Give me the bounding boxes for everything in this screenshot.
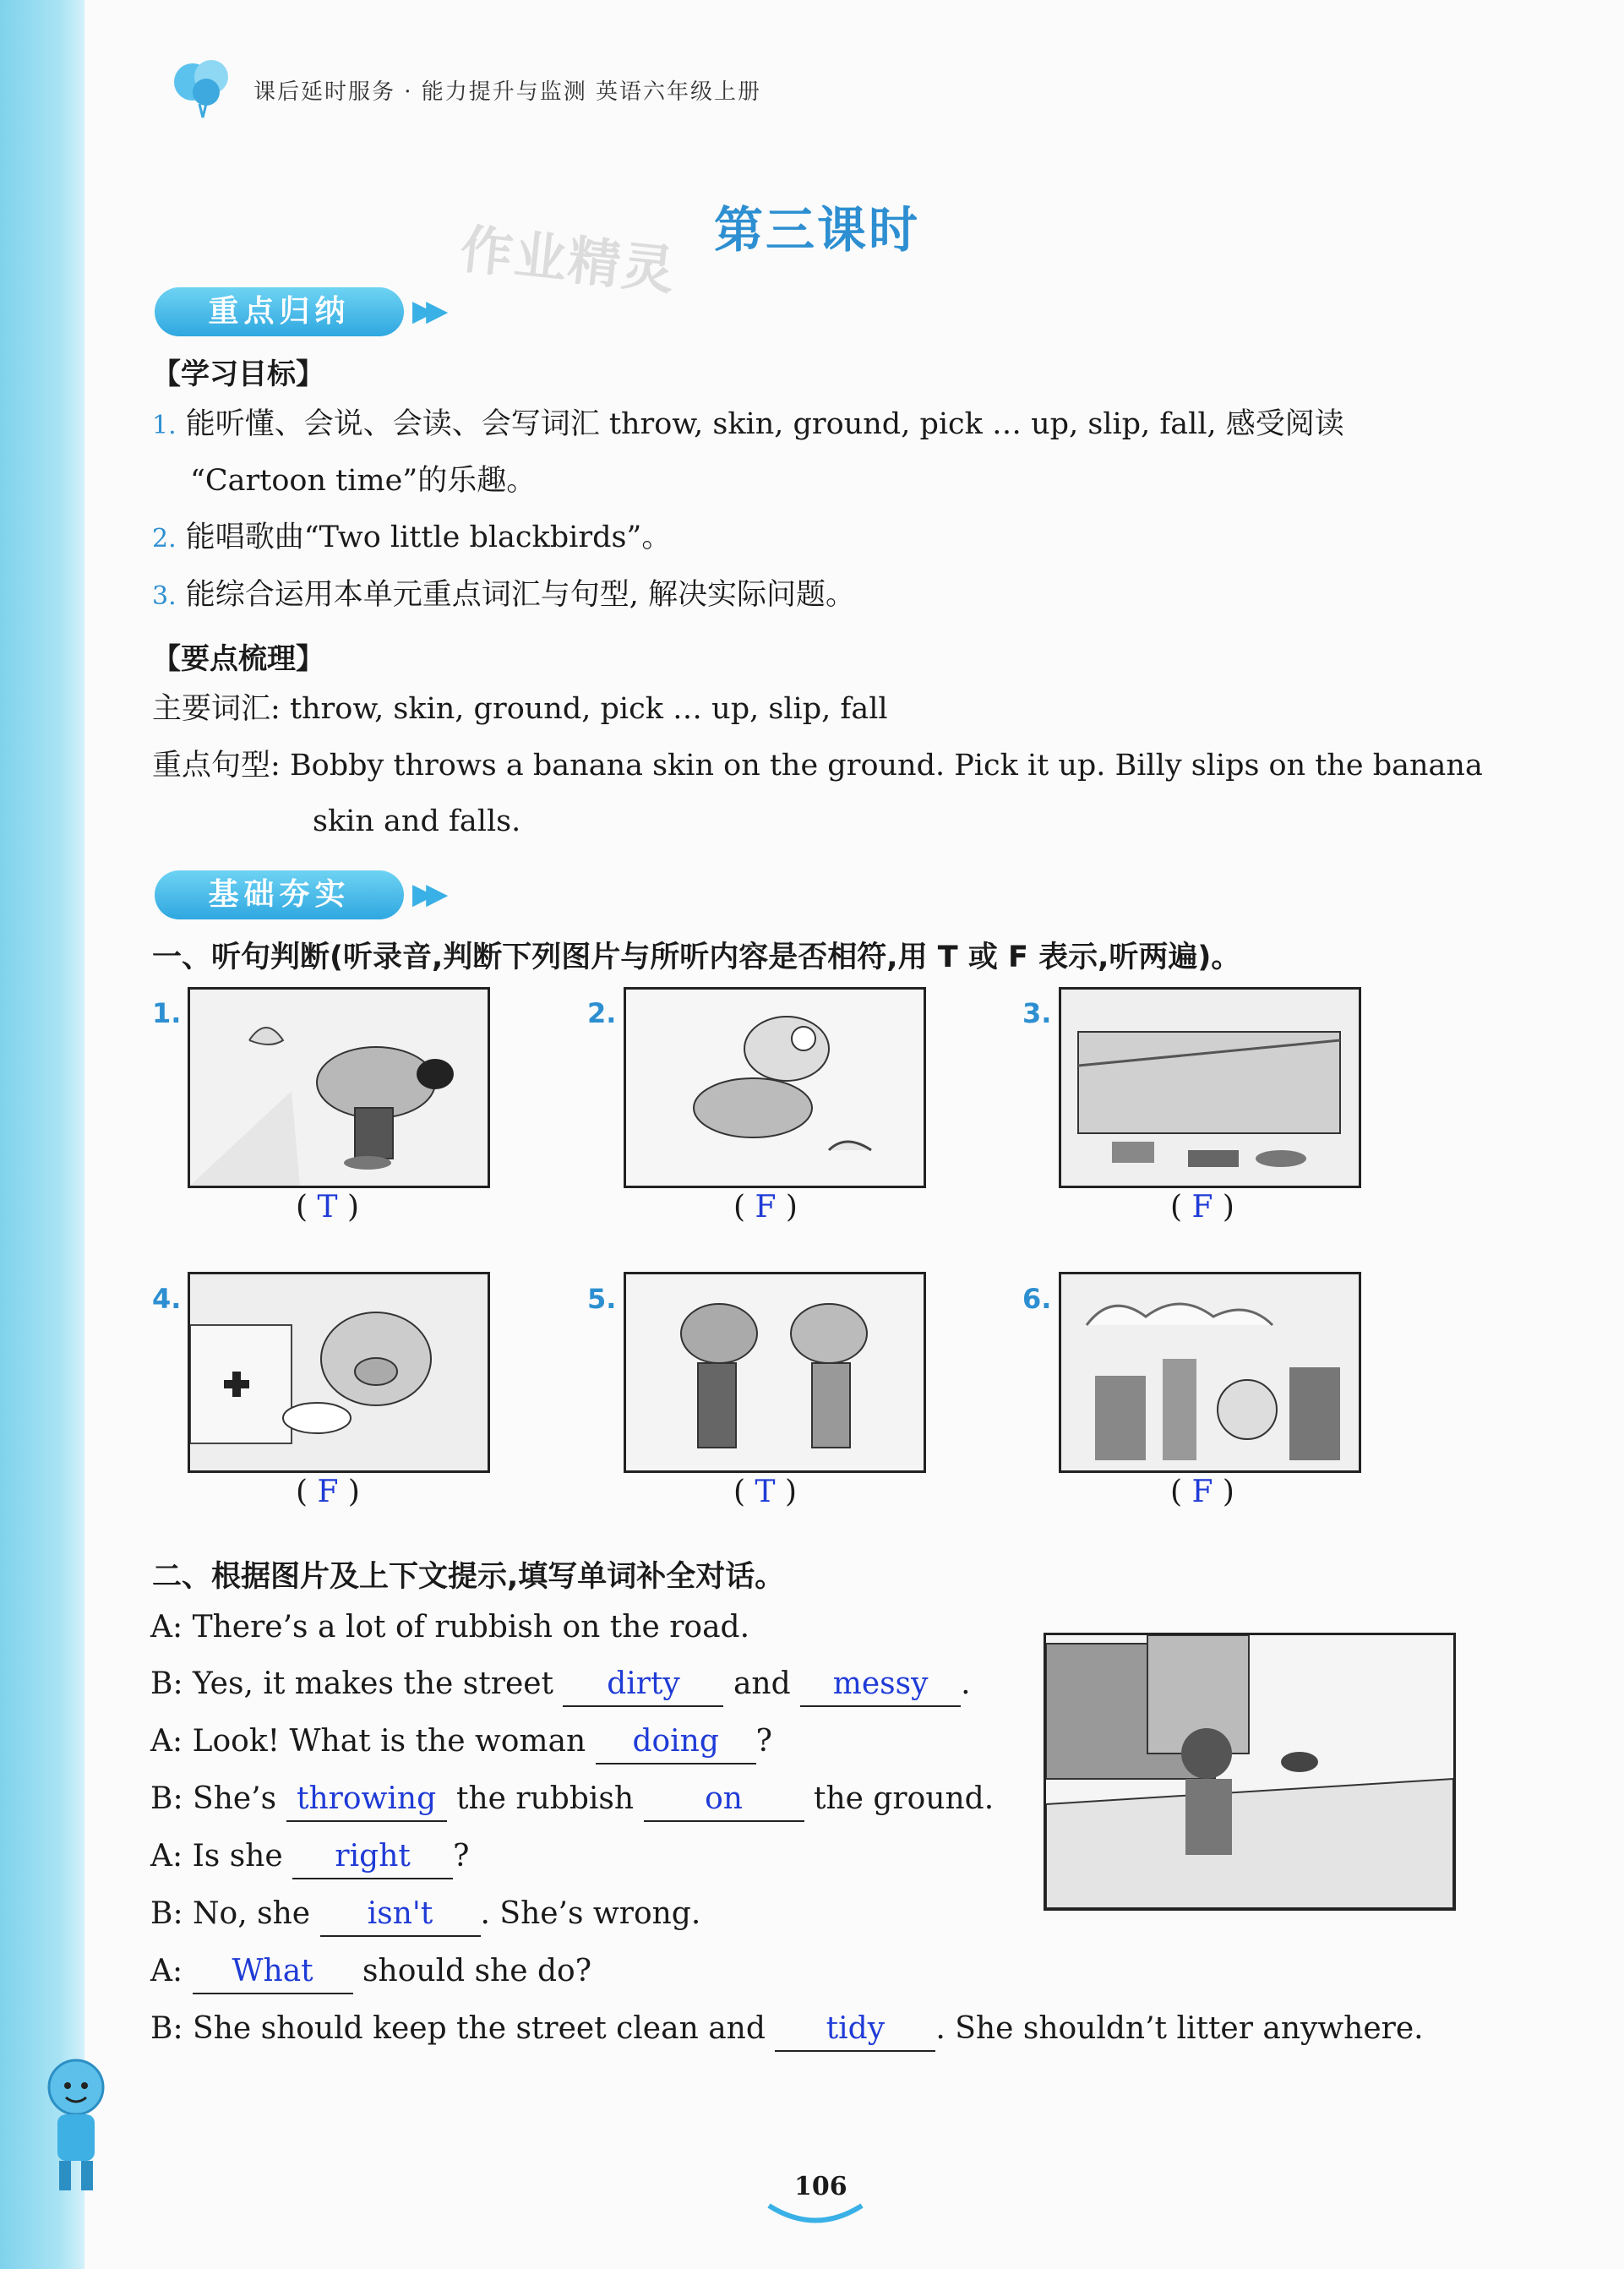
injured-pig-icon	[190, 1274, 488, 1470]
answer-parens-2: ( F )	[733, 1190, 798, 1224]
dialogue-line-4	[150, 1781, 994, 1822]
line-text: B: No, she	[150, 1896, 311, 1931]
picture-number: 5.	[587, 1283, 617, 1315]
dialogue-line-7	[150, 1954, 591, 1994]
left-color-strip	[0, 0, 84, 2269]
picture-2-pig-slipping	[624, 987, 926, 1188]
line-text: should she do?	[362, 1954, 591, 1988]
line-text: ?	[453, 1839, 470, 1874]
pig-illustration-icon	[626, 990, 924, 1186]
picture-number: 1.	[152, 997, 182, 1029]
boy-mascot-icon	[25, 2054, 127, 2197]
answer-3[interactable]: F	[1191, 1190, 1213, 1224]
objective-number: 3.	[152, 581, 177, 611]
dialogue-line-1: A: There’s a lot of rubbish on the road.	[150, 1610, 750, 1644]
dialogue-line-2	[150, 1666, 971, 1707]
line-text: B: Yes, it makes the street	[150, 1666, 554, 1701]
blank-right[interactable]: right	[292, 1842, 453, 1879]
answer-parens-4: ( F )	[296, 1475, 360, 1509]
sentence-text: Bobby throws a banana skin on the ground. Pick it up. Billy slips on the banana	[289, 749, 1483, 783]
line-text: A:	[150, 1954, 183, 1988]
blank-what[interactable]: What	[193, 1957, 353, 1994]
watermark: 作业精灵	[457, 217, 679, 303]
blank-messy[interactable]: messy	[800, 1670, 961, 1707]
objective-1	[152, 404, 1521, 446]
blank-isnt[interactable]: isn't	[320, 1900, 481, 1937]
line-text: ?	[755, 1724, 772, 1759]
messy-room-icon	[1061, 990, 1359, 1186]
balloon-logo-icon	[169, 55, 237, 123]
objectives-heading: 【学习目标】	[152, 357, 324, 391]
section-label-key-points: 重点归纳	[155, 287, 404, 336]
vocab-row	[152, 689, 888, 729]
answer-parens-3: ( F )	[1170, 1190, 1234, 1224]
answer-parens-1: ( T )	[296, 1190, 360, 1224]
dialogue-line-6	[150, 1896, 700, 1937]
page-number-swoosh-icon	[765, 2197, 866, 2231]
sentence-row	[152, 745, 1538, 786]
dialogue-line-8	[150, 2011, 1424, 2052]
vocab-list: throw, skin, ground, pick … up, slip, fall	[289, 692, 888, 726]
street-litter-picture	[1044, 1633, 1456, 1911]
line-text: the ground.	[813, 1781, 995, 1816]
picture-number: 3.	[1022, 997, 1052, 1029]
blank-doing[interactable]: doing	[596, 1727, 756, 1764]
answer-parens-6: ( F )	[1170, 1475, 1234, 1509]
line-text: the rubbish	[456, 1781, 635, 1816]
blank-tidy[interactable]: tidy	[775, 2015, 935, 2052]
picture-number: 6.	[1022, 1283, 1052, 1315]
vocab-label: 主要词汇:	[152, 692, 281, 726]
points-heading: 【要点梳理】	[152, 642, 324, 676]
question-1-title: 一、听句判断(听录音,判断下列图片与所听内容是否相符,用 T 或 F 表示,听两遍)。	[152, 941, 1241, 974]
factory-pollution-icon	[1061, 1274, 1359, 1470]
objective-text: 能听懂、会说、会读、会写词汇 throw, skin, ground, pick … up, slip, fall, 感受阅读	[185, 407, 1344, 441]
blank-on[interactable]: on	[644, 1785, 804, 1822]
sentence-cont: skin and falls.	[313, 805, 521, 838]
answer-5[interactable]: T	[755, 1475, 776, 1509]
picture-number: 2.	[587, 997, 617, 1029]
question-2-title: 二、根据图片及上下文提示,填写单词补全对话。	[152, 1560, 785, 1594]
picture-5-two-mice	[624, 1272, 926, 1473]
answer-parens-5: ( T )	[733, 1475, 798, 1509]
objective-text: 能唱歌曲“Two little blackbirds”。	[185, 521, 672, 554]
sentence-label: 重点句型:	[152, 749, 281, 783]
objective-number: 2.	[152, 524, 177, 554]
answer-2[interactable]: F	[755, 1190, 777, 1224]
dialogue-line-3	[150, 1724, 772, 1764]
picture-1-mouse-banana	[188, 987, 490, 1188]
line-text: B: She’s	[150, 1781, 277, 1816]
section-label-basics: 基础夯实	[155, 870, 404, 919]
page-title: 第三课时	[714, 201, 921, 259]
line-text: B: She should keep the street clean and	[150, 2011, 766, 2046]
dialogue-line-5	[150, 1839, 469, 1879]
picture-3-messy-room	[1059, 987, 1361, 1188]
answer-1[interactable]: T	[317, 1190, 338, 1224]
page-number: 106	[794, 2172, 847, 2201]
header-text: 课后延时服务 · 能力提升与监测 英语六年级上册	[253, 79, 762, 105]
blank-throwing[interactable]: throwing	[286, 1785, 447, 1822]
mouse-illustration-icon	[190, 990, 488, 1186]
double-arrow-icon: ▶▶	[412, 877, 440, 911]
line-text: .	[961, 1666, 971, 1701]
objective-text: 能综合运用本单元重点词汇与句型, 解决实际问题。	[185, 578, 856, 612]
picture-4-injured-pig	[188, 1272, 490, 1473]
objective-number: 1.	[152, 411, 177, 440]
answer-6[interactable]: F	[1191, 1475, 1213, 1509]
line-text: A: Look! What is the woman	[150, 1724, 586, 1759]
picture-6-factory	[1059, 1272, 1361, 1473]
objective-3	[152, 575, 855, 617]
picture-number: 4.	[152, 1283, 182, 1315]
line-text: and	[733, 1666, 791, 1701]
objective-2	[152, 517, 671, 559]
blank-dirty[interactable]: dirty	[563, 1670, 723, 1707]
answer-4[interactable]: F	[317, 1475, 339, 1509]
line-text: . She shouldn’t litter anywhere.	[935, 2011, 1424, 2046]
double-arrow-icon: ▶▶	[412, 294, 440, 328]
street-scene-icon	[1046, 1635, 1453, 1908]
two-mice-icon	[626, 1274, 924, 1470]
line-text: . She’s wrong.	[480, 1896, 701, 1931]
objective-1-cont: “Cartoon time”的乐趣。	[190, 464, 537, 498]
line-text: A: Is she	[150, 1839, 283, 1874]
